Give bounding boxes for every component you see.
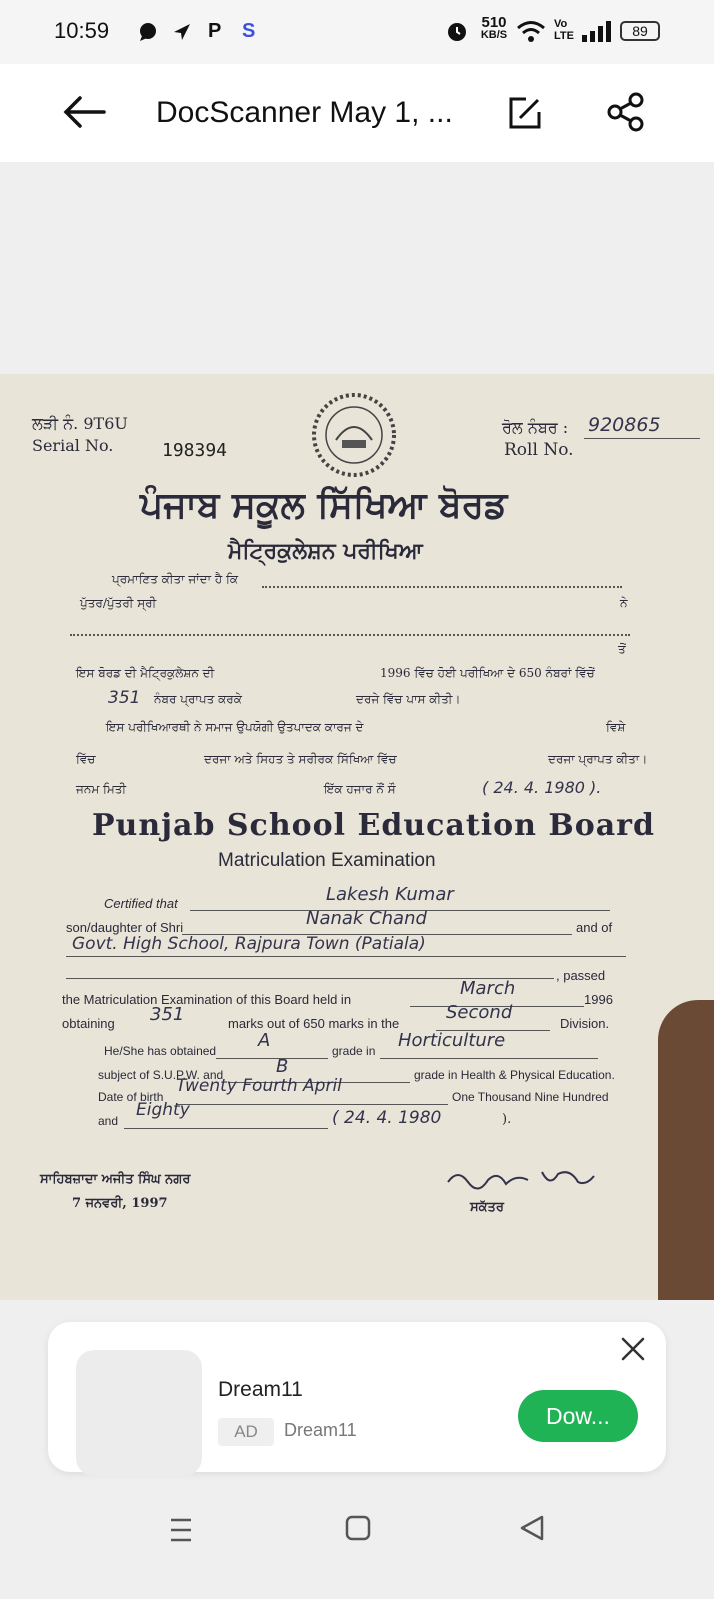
- pa-line1: ਪ੍ਰਮਾਣਿਤ ਕੀਤਾ ਜਾਂਦਾ ਹੈ ਕਿ: [112, 572, 239, 586]
- father-name: Nanak Chand: [306, 908, 427, 929]
- back-arrow-icon[interactable]: [62, 94, 106, 135]
- status-bar: [0, 0, 714, 64]
- grade-health: B: [276, 1056, 289, 1077]
- and-label: and: [98, 1114, 119, 1128]
- exam-month: March: [460, 978, 516, 999]
- ad-badge: AD: [218, 1418, 274, 1446]
- issue-date: 7 ਜਨਵਰੀ, 1997: [72, 1196, 168, 1211]
- dob-line: [176, 1104, 448, 1105]
- dob-words: Twenty Fourth April: [176, 1076, 342, 1096]
- pa-dots3: [70, 634, 630, 636]
- marks-out-label: marks out of 650 marks in the: [228, 1016, 400, 1031]
- dob-close: ).: [502, 1112, 512, 1127]
- held-in-label: the Matriculation Examination of this Board held in: [62, 992, 352, 1007]
- dob-label: Date of birth: [98, 1090, 164, 1104]
- board-title-en: Punjab School Education Board: [92, 808, 655, 843]
- health-label: grade in Health & Physical Education.: [414, 1068, 615, 1082]
- roll-label-en: Roll No.: [504, 440, 574, 460]
- chat-bubble-icon: [138, 22, 158, 47]
- pa-line5-b: ਦਰਜੇ ਵਿੱਚ ਪਾਸ ਕੀਤੀ।: [356, 692, 461, 706]
- close-icon[interactable]: [616, 1332, 650, 1366]
- son-label: son/daughter of Shri: [66, 920, 184, 935]
- pa-line4-mid: 1996 ਵਿੱਚ ਹੋਈ ਪਰੀਖਿਆ ਦੇ 650 ਨੰਬਰਾਂ ਵਿੱਚੋਂ: [380, 666, 595, 680]
- grade-supw: A: [258, 1030, 271, 1051]
- pa-line7-a: ਵਿੱਚ: [76, 752, 96, 766]
- grade-in-label: grade in: [332, 1044, 376, 1058]
- dob-words-2: Eighty: [136, 1100, 190, 1120]
- pa-line2: ਪੁੱਤਰ/ਪੁੱਤਰੀ ਸ੍ਰੀ: [80, 596, 157, 610]
- signal-icon: [580, 20, 612, 49]
- school-line: [66, 956, 626, 957]
- marks-obtained: 351: [150, 1004, 185, 1025]
- dob-numeric: ( 24. 4. 1980: [332, 1108, 442, 1128]
- net-speed-unit: KB/S: [480, 29, 508, 41]
- app-bar: [0, 64, 714, 162]
- subject-line: [380, 1058, 598, 1059]
- scan-shadow: [658, 1000, 714, 1300]
- pa-line8-b: ਇੱਕ ਹਜਾਰ ਨੌਂ ਸੌ: [324, 782, 396, 796]
- status-time: 10:59: [54, 18, 110, 43]
- p-app-icon: P: [208, 20, 222, 42]
- pa-line7-c: ਦਰਜਾ ਪ੍ਰਾਪਤ ਕੀਤਾ।: [548, 752, 648, 766]
- s-app-icon: S: [242, 20, 256, 42]
- supw-subject: Horticulture: [398, 1030, 506, 1051]
- division-value: Second: [446, 1002, 513, 1023]
- roll-label-pa: ਰੋਲ ਨੰਬਰ :: [502, 418, 569, 437]
- grade1-line: [216, 1058, 328, 1059]
- scanned-certificate: [0, 374, 714, 1300]
- pa-marks: 351: [108, 688, 141, 708]
- dob-line-2: [124, 1128, 328, 1129]
- back-icon[interactable]: [518, 1514, 546, 1547]
- secretary-label: ਸਕੱਤਰ: [470, 1200, 504, 1215]
- and-of-label: and of: [576, 920, 613, 935]
- volte-label: [554, 18, 574, 42]
- pa-line4: ਇਸ ਬੋਰਡ ਦੀ ਮੈਟ੍ਰਿਕੁਲੇਸ਼ਨ ਦੀ: [76, 666, 215, 680]
- pa-line5-a: ਨੰਬਰ ਪ੍ਰਾਪਤ ਕਰਕੇ: [154, 692, 242, 706]
- home-icon[interactable]: [344, 1514, 372, 1547]
- exam-title-en: Matriculation Examination: [218, 850, 436, 871]
- volte-bottom: LTE: [554, 30, 574, 42]
- school-name: Govt. High School, Rajpura Town (Patiala): [72, 934, 426, 954]
- alarm-icon: [446, 20, 468, 47]
- navigation-bar: [0, 1480, 714, 1599]
- exam-year: 1996: [584, 992, 613, 1007]
- issue-place: ਸਾਹਿਬਜ਼ਾਦਾ ਅਜੀਤ ਸਿੰਘ ਨਗਰ: [40, 1172, 191, 1187]
- ad-brand: Dream11: [284, 1420, 357, 1440]
- supw-label: subject of S.U.P.W. and: [98, 1068, 224, 1082]
- division-label: Division.: [560, 1016, 610, 1031]
- location-arrow-icon: [172, 22, 192, 47]
- pa-line6-end: ਵਿਸ਼ੇ: [606, 720, 626, 734]
- volte-top: Vo: [554, 18, 568, 30]
- obtained-label: He/She has obtained: [104, 1044, 217, 1058]
- pa-line6: ਇਸ ਪਰੀਖਿਆਰਥੀ ਨੇ ਸਮਾਜ ਉਪਯੋਗੀ ਉਤਪਾਦਕ ਕਾਰਜ ਦੇ: [106, 720, 364, 734]
- wifi-icon: [516, 20, 546, 49]
- share-icon[interactable]: [606, 92, 646, 137]
- secretary-signature: [446, 1166, 596, 1197]
- battery-icon: [620, 21, 660, 41]
- pa-dots1: [262, 586, 622, 588]
- certified-label: Certified that: [104, 896, 178, 911]
- roll-underline: [584, 438, 700, 439]
- candidate-name: Lakesh Kumar: [326, 884, 454, 905]
- roll-number: 920865: [588, 414, 661, 436]
- pa-line8-date: ( 24. 4. 1980 ).: [482, 778, 602, 797]
- board-title-pa: ਪੰਜਾਬ ਸਕੂਲ ਸਿੱਖਿਆ ਬੋਰਡ: [140, 484, 508, 526]
- exam-title-pa: ਮੈਟ੍ਰਿਕੁਲੇਸ਼ਨ ਪਰੀਖਿਆ: [228, 538, 423, 564]
- recent-apps-icon[interactable]: [168, 1516, 194, 1549]
- pa-line2-end: ਨੇ: [620, 596, 628, 610]
- ad-thumbnail[interactable]: [76, 1350, 202, 1476]
- ad-download-button[interactable]: Dow...: [518, 1390, 638, 1442]
- serial-label-pa: ਲੜੀ ਨੰ. 9T6U: [32, 414, 128, 433]
- serial-label-en: Serial No.: [32, 436, 114, 455]
- pa-line7-b: ਦਰਜਾ ਅਤੇ ਸਿਹਤ ਤੇ ਸਰੀਰਕ ਸਿੱਖਿਆ ਵਿੱਚ: [204, 752, 397, 766]
- ad-app-name[interactable]: Dream11: [218, 1378, 303, 1401]
- ad-card[interactable]: [48, 1322, 666, 1472]
- obtaining-label: obtaining: [62, 1016, 115, 1031]
- pa-line8-a: ਜਨਮ ਮਿਤੀ: [76, 782, 127, 796]
- battery-level: 89: [632, 23, 648, 39]
- board-seal-icon: [302, 392, 406, 483]
- edit-icon[interactable]: [506, 94, 544, 137]
- net-speed-value: 510: [481, 14, 507, 31]
- passed-label: , passed: [556, 968, 606, 983]
- serial-number: 198394: [162, 440, 228, 461]
- document-title: DocScanner May 1, ...: [156, 96, 453, 129]
- one-thousand-label: One Thousand Nine Hundred: [452, 1090, 609, 1104]
- pa-line3-end: ਤੋਂ: [618, 642, 626, 656]
- net-speed: [476, 16, 512, 42]
